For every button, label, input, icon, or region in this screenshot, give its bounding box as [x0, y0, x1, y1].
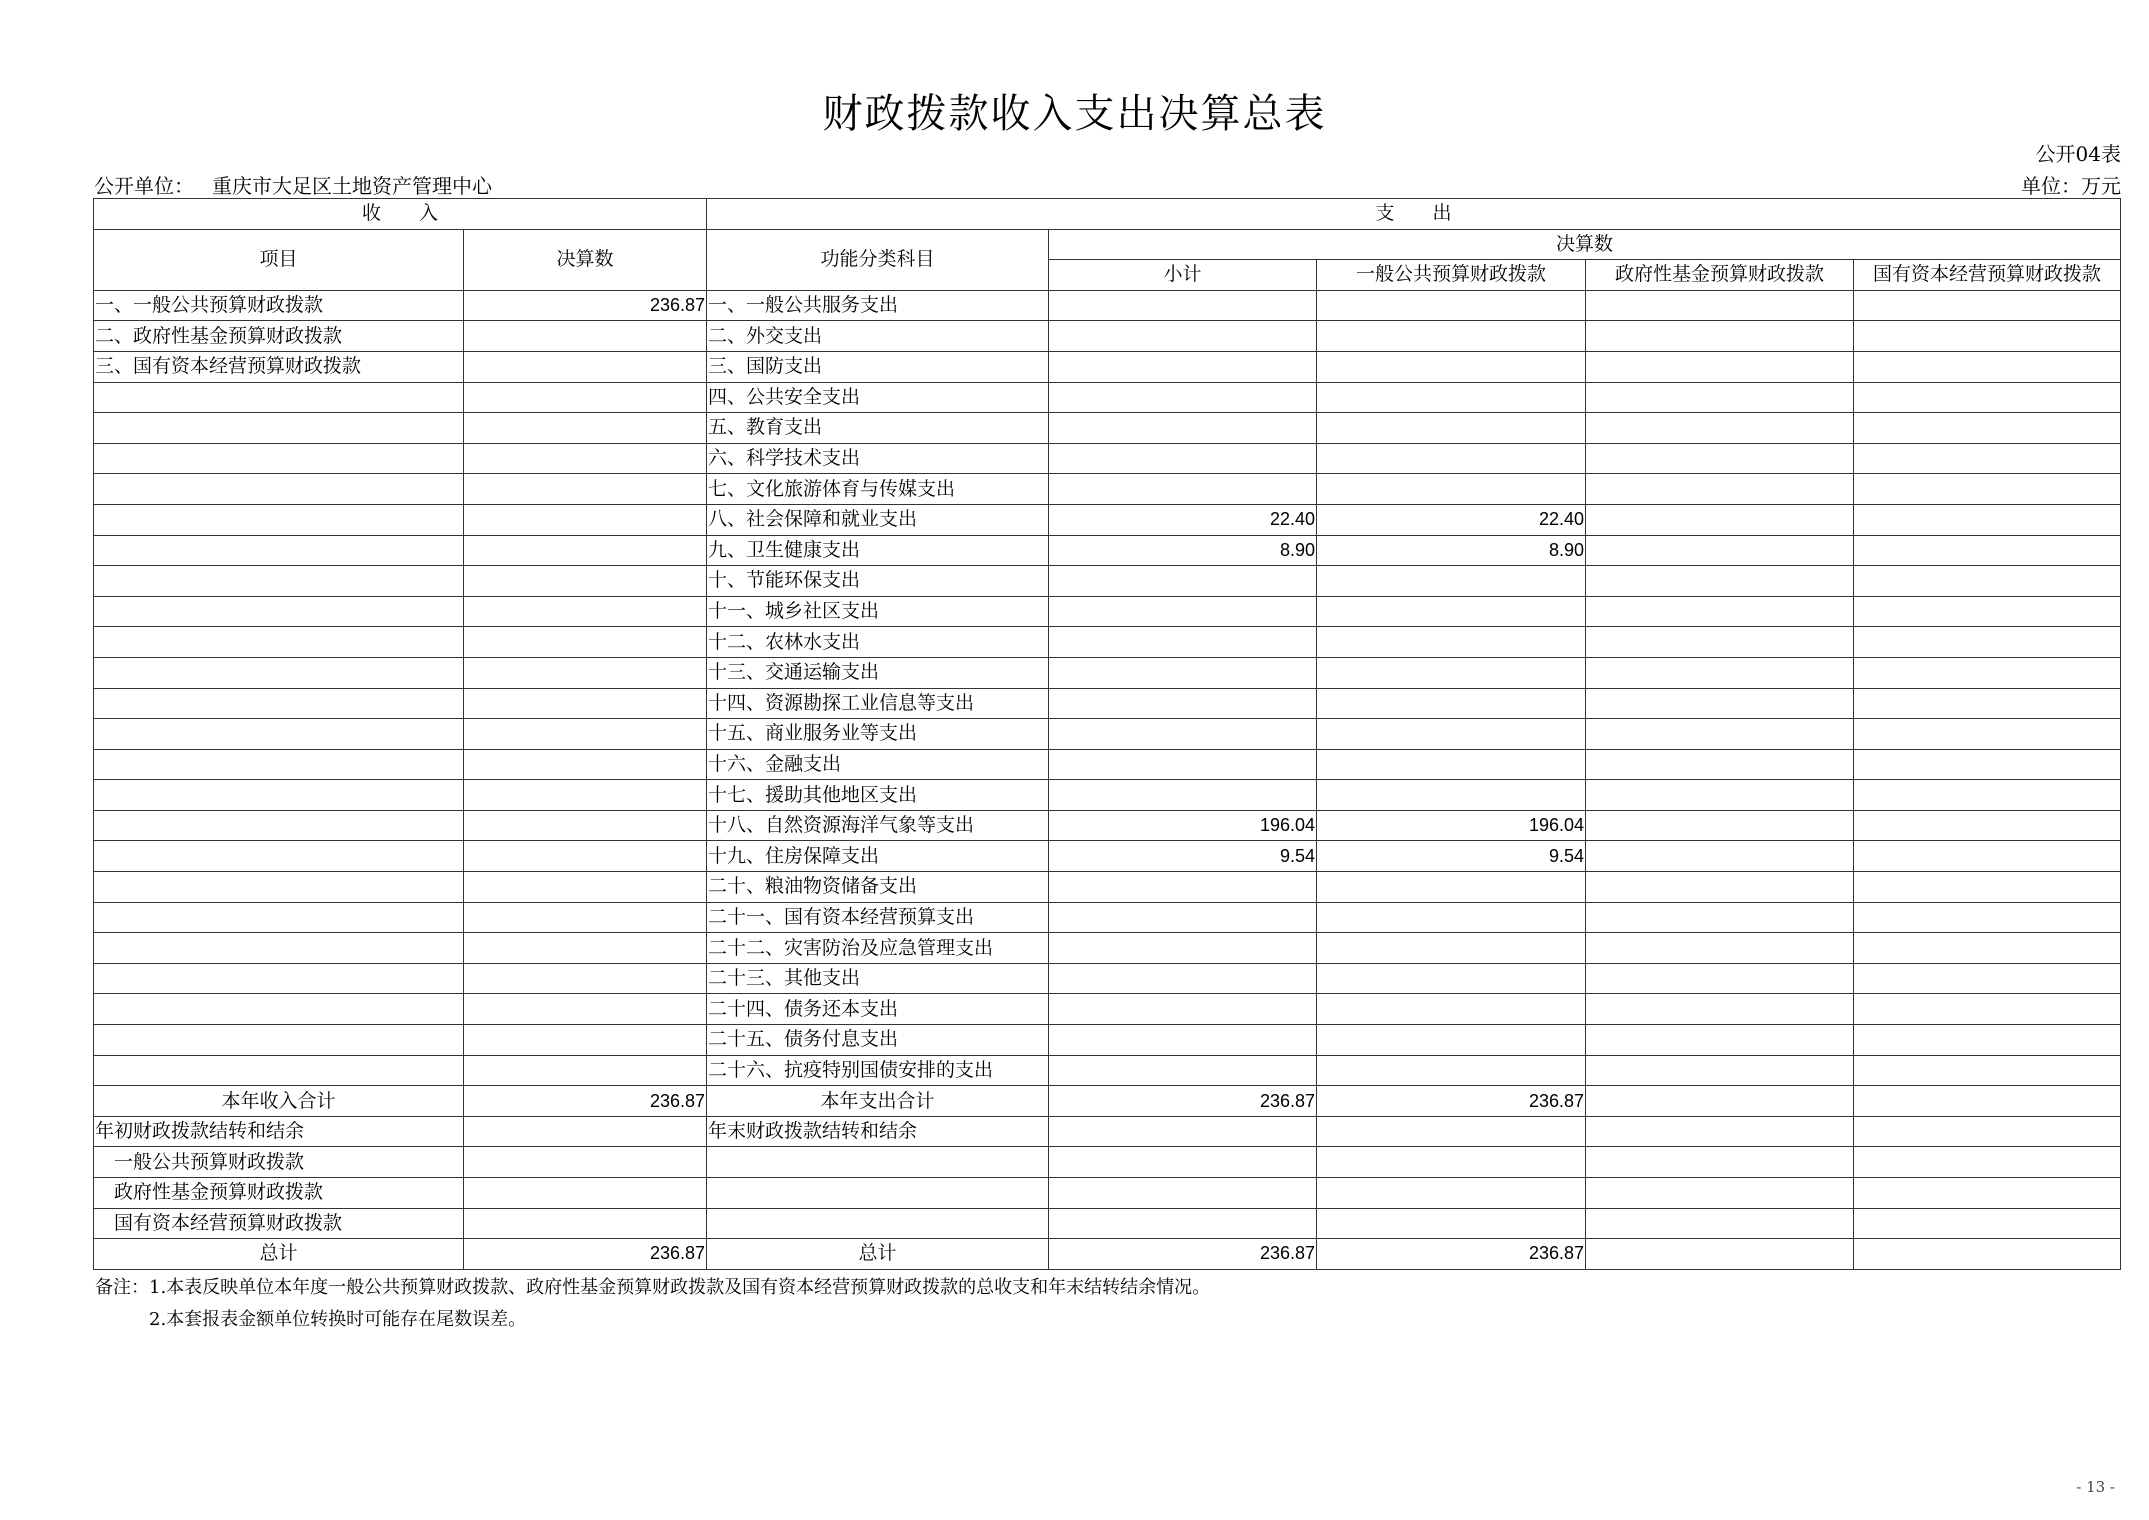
subtotal-cell	[1049, 657, 1317, 688]
table-row	[94, 841, 2121, 872]
subtotal-cell	[1049, 443, 1317, 474]
gov-fund-cell	[1586, 321, 1854, 352]
begin-balance-item: 一般公共预算财政拨款	[94, 1147, 464, 1178]
reporting-unit-name: 重庆市大足区土地资产管理中心	[212, 174, 492, 198]
income-amount-cell	[464, 657, 707, 688]
state-capital-cell	[1854, 627, 2121, 658]
gov-fund-cell	[1586, 351, 1854, 382]
subtotal-cell	[1049, 963, 1317, 994]
gov-fund-cell	[1586, 994, 1854, 1025]
table-row	[94, 657, 2121, 688]
expense-category-cell: 十二、农林水支出	[707, 627, 1049, 658]
gov-fund-cell	[1586, 902, 1854, 933]
state-capital-cell	[1854, 382, 2121, 413]
income-amount-cell	[464, 535, 707, 566]
income-item-cell	[94, 841, 464, 872]
table-row	[94, 566, 2121, 597]
income-amount-cell: 236.87	[464, 290, 707, 321]
table-row	[94, 902, 2121, 933]
table-row	[94, 596, 2121, 627]
state-capital-cell	[1854, 657, 2121, 688]
state-capital-cell	[1854, 566, 2121, 597]
general-budget-cell: 196.04	[1317, 810, 1586, 841]
subtotal-cell	[1049, 1025, 1317, 1056]
grand-total-state	[1854, 1239, 2121, 1270]
income-amount-cell	[464, 749, 707, 780]
income-amount-cell	[464, 963, 707, 994]
subtotal-cell	[1049, 627, 1317, 658]
income-item-cell	[94, 872, 464, 903]
income-amount-cell	[464, 627, 707, 658]
end-balance-item-fund	[1586, 1208, 1854, 1239]
table-row	[94, 719, 2121, 750]
gov-fund-cell	[1586, 1055, 1854, 1086]
expense-category-cell: 一、一般公共服务支出	[707, 290, 1049, 321]
subtotal-cell	[1049, 474, 1317, 505]
gov-fund-cell	[1586, 657, 1854, 688]
expense-category-cell: 七、文化旅游体育与传媒支出	[707, 474, 1049, 505]
reporting-unit	[94, 170, 492, 199]
income-item-cell	[94, 627, 464, 658]
general-budget-cell	[1317, 749, 1586, 780]
general-budget-cell	[1317, 474, 1586, 505]
end-balance-item-subtotal	[1049, 1208, 1317, 1239]
income-amount-cell	[464, 933, 707, 964]
gov-fund-cell	[1586, 749, 1854, 780]
income-amount-cell	[464, 443, 707, 474]
state-capital-cell	[1854, 1025, 2121, 1056]
general-budget-cell: 9.54	[1317, 841, 1586, 872]
begin-balance-item: 国有资本经营预算财政拨款	[94, 1208, 464, 1239]
state-capital-cell	[1854, 994, 2121, 1025]
table-row	[94, 749, 2121, 780]
balance-detail-row	[94, 1147, 2121, 1178]
income-item-cell	[94, 535, 464, 566]
subtotal-cell	[1049, 902, 1317, 933]
income-item-cell	[94, 413, 464, 444]
page-title: 财政拨款收入支出决算总表	[822, 91, 1327, 137]
end-balance-label: 年末财政拨款结转和结余	[707, 1116, 1049, 1147]
table-row	[94, 474, 2121, 505]
income-item-cell	[94, 994, 464, 1025]
subtotal-cell: 196.04	[1049, 810, 1317, 841]
subtotal-cell	[1049, 382, 1317, 413]
expense-category-cell: 十四、资源勘探工业信息等支出	[707, 688, 1049, 719]
gov-fund-cell	[1586, 596, 1854, 627]
gov-fund-cell	[1586, 1025, 1854, 1056]
table-row	[94, 290, 2121, 321]
money-unit: 单位：万元	[2021, 174, 2121, 198]
end-balance-item-general	[1317, 1208, 1586, 1239]
general-budget-cell	[1317, 657, 1586, 688]
subtotal-cell	[1049, 719, 1317, 750]
gov-fund-cell	[1586, 963, 1854, 994]
income-amount-cell	[464, 719, 707, 750]
balance-detail-row	[94, 1178, 2121, 1209]
income-item-cell	[94, 474, 464, 505]
income-item-cell	[94, 780, 464, 811]
expense-category-cell: 二十、粮油物资储备支出	[707, 872, 1049, 903]
subtotal-cell	[1049, 321, 1317, 352]
income-amount-cell	[464, 1025, 707, 1056]
income-amount-cell	[464, 351, 707, 382]
end-balance-item	[707, 1147, 1049, 1178]
gov-fund-cell	[1586, 841, 1854, 872]
balance-row	[94, 1116, 2121, 1147]
grand-total-subtotal: 236.87	[1049, 1239, 1317, 1270]
state-capital-cell	[1854, 443, 2121, 474]
note-line-2: 2.本套报表金额单位转换时可能存在尾数误差。	[149, 1309, 527, 1330]
subtotal-cell	[1049, 290, 1317, 321]
function-category-header: 功能分类科目	[707, 229, 1049, 290]
end-balance-item	[707, 1208, 1049, 1239]
general-budget-cell	[1317, 1025, 1586, 1056]
gov-fund-cell	[1586, 719, 1854, 750]
expense-category-cell: 二十四、债务还本支出	[707, 994, 1049, 1025]
table-row	[94, 382, 2121, 413]
state-capital-cell	[1854, 902, 2121, 933]
expense-category-cell: 八、社会保障和就业支出	[707, 504, 1049, 535]
expense-category-cell: 二十五、债务付息支出	[707, 1025, 1049, 1056]
state-capital-cell	[1854, 474, 2121, 505]
end-balance-item-fund	[1586, 1178, 1854, 1209]
note-line-1: 备注：1.本表反映单位本年度一般公共预算财政拨款、政府性基金预算财政拨款及国有资本经营预算财政拨款的总收支和年末结转结余情况。	[95, 1277, 1211, 1298]
expense-category-cell: 四、公共安全支出	[707, 382, 1049, 413]
expense-header: 支 出	[707, 199, 2121, 230]
expense-category-cell: 二十一、国有资本经营预算支出	[707, 902, 1049, 933]
income-item-cell	[94, 657, 464, 688]
table-row	[94, 627, 2121, 658]
income-header: 收 入	[94, 199, 707, 230]
expense-category-cell: 三、国防支出	[707, 351, 1049, 382]
state-capital-cell	[1854, 1055, 2121, 1086]
begin-balance-item-amount	[464, 1147, 707, 1178]
income-item-cell	[94, 902, 464, 933]
reporting-unit-label: 公开单位：	[94, 174, 194, 198]
state-capital-cell	[1854, 413, 2121, 444]
final-amount-header: 决算数	[1049, 229, 2121, 260]
table-row	[94, 688, 2121, 719]
general-budget-cell: 8.90	[1317, 535, 1586, 566]
year-expense-total-label: 本年支出合计	[707, 1086, 1049, 1117]
subtotal-cell	[1049, 596, 1317, 627]
table-row	[94, 780, 2121, 811]
end-balance-item-state	[1854, 1147, 2121, 1178]
end-balance-subtotal	[1049, 1116, 1317, 1147]
begin-balance-item-amount	[464, 1208, 707, 1239]
expense-category-cell: 十三、交通运输支出	[707, 657, 1049, 688]
state-capital-cell	[1854, 810, 2121, 841]
year-income-total-amount: 236.87	[464, 1086, 707, 1117]
gov-fund-header: 政府性基金预算财政拨款	[1586, 260, 1854, 291]
table-row	[94, 504, 2121, 535]
item-header: 项目	[94, 229, 464, 290]
general-budget-cell	[1317, 1055, 1586, 1086]
state-capital-cell	[1854, 719, 2121, 750]
state-capital-header: 国有资本经营预算财政拨款	[1854, 260, 2121, 291]
grand-total-income-label: 总计	[94, 1239, 464, 1270]
gov-fund-cell	[1586, 688, 1854, 719]
gov-fund-cell	[1586, 627, 1854, 658]
table-row	[94, 994, 2121, 1025]
table-row	[94, 443, 2121, 474]
gov-fund-cell	[1586, 566, 1854, 597]
expense-category-cell: 十八、自然资源海洋气象等支出	[707, 810, 1049, 841]
general-budget-cell	[1317, 933, 1586, 964]
general-budget-header: 一般公共预算财政拨款	[1317, 260, 1586, 291]
income-amount-cell	[464, 902, 707, 933]
state-capital-cell	[1854, 963, 2121, 994]
gov-fund-cell	[1586, 535, 1854, 566]
end-balance-state	[1854, 1116, 2121, 1147]
begin-balance-item-amount	[464, 1178, 707, 1209]
grand-total-general: 236.87	[1317, 1239, 1586, 1270]
income-item-cell	[94, 566, 464, 597]
subtotal-cell	[1049, 351, 1317, 382]
state-capital-cell	[1854, 688, 2121, 719]
end-balance-item-state	[1854, 1178, 2121, 1209]
general-budget-cell	[1317, 963, 1586, 994]
income-amount-cell	[464, 321, 707, 352]
income-item-cell	[94, 688, 464, 719]
gov-fund-cell	[1586, 290, 1854, 321]
income-item-cell	[94, 810, 464, 841]
expense-category-cell: 五、教育支出	[707, 413, 1049, 444]
table-row	[94, 933, 2121, 964]
general-budget-cell	[1317, 321, 1586, 352]
end-balance-fund	[1586, 1116, 1854, 1147]
general-budget-cell	[1317, 443, 1586, 474]
income-amount-cell	[464, 474, 707, 505]
end-balance-item-general	[1317, 1178, 1586, 1209]
year-income-total-label: 本年收入合计	[94, 1086, 464, 1117]
state-capital-cell	[1854, 749, 2121, 780]
income-item-cell: 一、一般公共预算财政拨款	[94, 290, 464, 321]
expense-category-cell: 二十三、其他支出	[707, 963, 1049, 994]
gov-fund-cell	[1586, 780, 1854, 811]
income-item-cell	[94, 596, 464, 627]
subtotal-cell	[1049, 780, 1317, 811]
expense-category-cell: 六、科学技术支出	[707, 443, 1049, 474]
subtotal-cell: 9.54	[1049, 841, 1317, 872]
end-balance-item	[707, 1178, 1049, 1209]
income-item-cell	[94, 963, 464, 994]
income-item-cell	[94, 382, 464, 413]
income-item-cell	[94, 504, 464, 535]
page-number: - 13 -	[2076, 1478, 2115, 1496]
subtotal-header: 小计	[1049, 260, 1317, 291]
general-budget-cell	[1317, 902, 1586, 933]
general-budget-cell	[1317, 719, 1586, 750]
grand-total-row	[94, 1239, 2121, 1270]
income-amount-cell	[464, 382, 707, 413]
state-capital-cell	[1854, 321, 2121, 352]
table-row	[94, 321, 2121, 352]
general-budget-cell	[1317, 596, 1586, 627]
state-capital-cell	[1854, 535, 2121, 566]
year-total-row	[94, 1086, 2121, 1117]
begin-balance-item: 政府性基金预算财政拨款	[94, 1178, 464, 1209]
subtotal-cell	[1049, 749, 1317, 780]
grand-total-fund	[1586, 1239, 1854, 1270]
general-budget-cell	[1317, 566, 1586, 597]
gov-fund-cell	[1586, 443, 1854, 474]
end-balance-item-subtotal	[1049, 1178, 1317, 1209]
notes	[95, 1272, 1210, 1336]
general-budget-cell	[1317, 780, 1586, 811]
income-amount-cell	[464, 413, 707, 444]
table-row	[94, 963, 2121, 994]
grand-total-income: 236.87	[464, 1239, 707, 1270]
expense-category-cell: 十六、金融支出	[707, 749, 1049, 780]
gov-fund-cell	[1586, 413, 1854, 444]
income-amount-cell	[464, 872, 707, 903]
gov-fund-cell	[1586, 933, 1854, 964]
table-row	[94, 351, 2121, 382]
state-capital-cell	[1854, 351, 2121, 382]
year-expense-state	[1854, 1086, 2121, 1117]
table-row	[94, 810, 2121, 841]
general-budget-cell	[1317, 994, 1586, 1025]
income-item-cell	[94, 719, 464, 750]
general-budget-cell	[1317, 688, 1586, 719]
income-amount-cell	[464, 780, 707, 811]
gov-fund-cell	[1586, 872, 1854, 903]
expense-category-cell: 十九、住房保障支出	[707, 841, 1049, 872]
general-budget-cell	[1317, 872, 1586, 903]
subtotal-cell: 22.40	[1049, 504, 1317, 535]
income-item-cell	[94, 443, 464, 474]
state-capital-cell	[1854, 933, 2121, 964]
income-amount-cell	[464, 504, 707, 535]
income-amount-cell	[464, 841, 707, 872]
subtotal-cell	[1049, 566, 1317, 597]
form-number: 公开04表	[2035, 142, 2121, 166]
income-item-cell	[94, 1055, 464, 1086]
income-amount-cell	[464, 688, 707, 719]
subtotal-cell	[1049, 413, 1317, 444]
end-balance-item-general	[1317, 1147, 1586, 1178]
income-item-cell: 二、政府性基金预算财政拨款	[94, 321, 464, 352]
state-capital-cell	[1854, 504, 2121, 535]
expense-category-cell: 十七、援助其他地区支出	[707, 780, 1049, 811]
state-capital-cell	[1854, 872, 2121, 903]
income-item-cell: 三、国有资本经营预算财政拨款	[94, 351, 464, 382]
expense-category-cell: 十、节能环保支出	[707, 566, 1049, 597]
income-amount-cell	[464, 1055, 707, 1086]
general-budget-cell	[1317, 290, 1586, 321]
balance-detail-row	[94, 1208, 2121, 1239]
gov-fund-cell	[1586, 474, 1854, 505]
end-balance-general	[1317, 1116, 1586, 1147]
general-budget-cell	[1317, 351, 1586, 382]
table-row	[94, 535, 2121, 566]
subtotal-cell	[1049, 872, 1317, 903]
gov-fund-cell	[1586, 810, 1854, 841]
expense-category-cell: 九、卫生健康支出	[707, 535, 1049, 566]
state-capital-cell	[1854, 596, 2121, 627]
subtotal-cell	[1049, 688, 1317, 719]
general-budget-cell	[1317, 382, 1586, 413]
gov-fund-cell	[1586, 382, 1854, 413]
year-expense-fund	[1586, 1086, 1854, 1117]
table-row	[94, 1055, 2121, 1086]
table-row	[94, 1025, 2121, 1056]
subtotal-cell: 8.90	[1049, 535, 1317, 566]
income-amount-cell	[464, 566, 707, 597]
year-expense-subtotal: 236.87	[1049, 1086, 1317, 1117]
income-amount-cell	[464, 810, 707, 841]
year-expense-general: 236.87	[1317, 1086, 1586, 1117]
expense-category-cell: 十五、商业服务业等支出	[707, 719, 1049, 750]
subtotal-cell	[1049, 994, 1317, 1025]
expense-category-cell: 二十六、抗疫特别国债安排的支出	[707, 1055, 1049, 1086]
end-balance-item-subtotal	[1049, 1147, 1317, 1178]
begin-balance-amount	[464, 1116, 707, 1147]
general-budget-cell	[1317, 413, 1586, 444]
expense-category-cell: 十一、城乡社区支出	[707, 596, 1049, 627]
expense-category-cell: 二十二、灾害防治及应急管理支出	[707, 933, 1049, 964]
income-item-cell	[94, 1025, 464, 1056]
expense-category-cell: 二、外交支出	[707, 321, 1049, 352]
subtotal-cell	[1049, 933, 1317, 964]
income-amount-cell	[464, 596, 707, 627]
income-amount-cell	[464, 994, 707, 1025]
table-row	[94, 413, 2121, 444]
state-capital-cell	[1854, 841, 2121, 872]
subtotal-cell	[1049, 1055, 1317, 1086]
income-item-cell	[94, 749, 464, 780]
general-budget-cell	[1317, 627, 1586, 658]
state-capital-cell	[1854, 780, 2121, 811]
income-item-cell	[94, 933, 464, 964]
state-capital-cell	[1854, 290, 2121, 321]
table-row	[94, 872, 2121, 903]
gov-fund-cell	[1586, 504, 1854, 535]
fiscal-summary-table	[93, 198, 2121, 1270]
end-balance-item-fund	[1586, 1147, 1854, 1178]
end-balance-item-state	[1854, 1208, 2121, 1239]
grand-total-expense-label: 总计	[707, 1239, 1049, 1270]
amount-header: 决算数	[464, 229, 707, 290]
begin-balance-label: 年初财政拨款结转和结余	[94, 1116, 464, 1147]
general-budget-cell: 22.40	[1317, 504, 1586, 535]
